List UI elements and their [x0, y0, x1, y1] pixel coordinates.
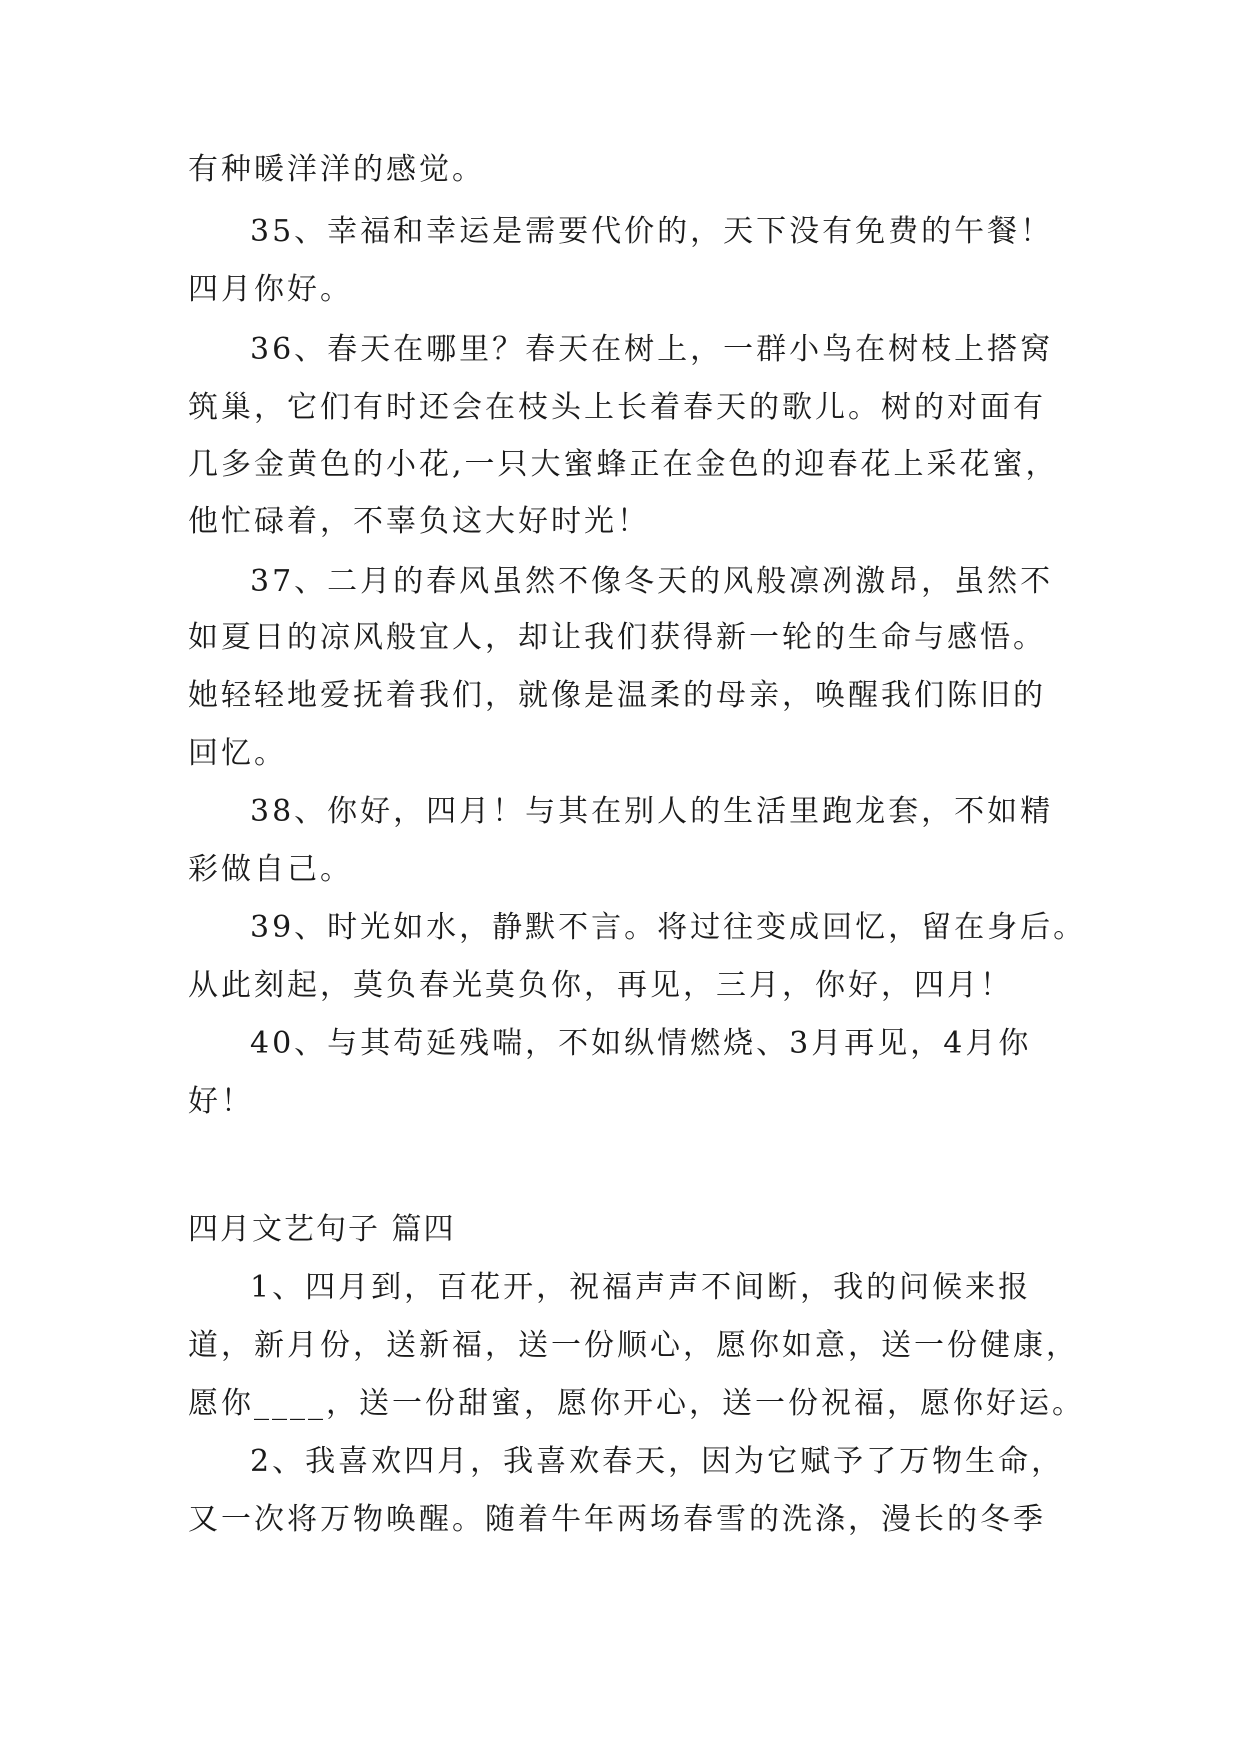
item-2-line-1: 2、我喜欢四月，我喜欢春天，因为它赋予了万物生命， [250, 1444, 1065, 1479]
item-2-line-2: 又一次将万物唤醒。随着牛年两场春雪的洗涤，漫长的冬季 [188, 1502, 1046, 1537]
item-36-line-2: 筑巢，它们有时还会在枝头上长着春天的歌儿。树的对面有 [188, 390, 1046, 425]
item-38-line-2: 彩做自己。 [188, 852, 353, 887]
item-1-line-1: 1、四月到，百花开，祝福声声不间断，我的问候来报 [250, 1270, 1032, 1305]
item-39-line-1: 39、时光如水，静默不言。将过往变成回忆，留在身后。 [250, 910, 1087, 945]
item-39-line-2: 从此刻起，莫负春光莫负你，再见，三月，你好，四月！ [188, 968, 1013, 1003]
item-37-line-2: 如夏日的凉风般宜人，却让我们获得新一轮的生命与感悟。 [188, 620, 1046, 655]
item-40-line-1: 40、与其苟延残喘，不如纵情燃烧、3月再见，4月你 [250, 1026, 1032, 1061]
item-36-line-3: 几多金黄色的小花,一只大蜜蜂正在金色的迎春花上采花蜜， [188, 447, 1059, 482]
item-1-line-3: 愿你____，送一份甜蜜，愿你开心，送一份祝福，愿你好运。 [188, 1386, 1085, 1421]
section-heading: 四月文艺句子 篇四 [188, 1212, 456, 1247]
item-40-line-2: 好！ [188, 1084, 254, 1119]
item-37-line-1: 37、二月的春风虽然不像冬天的风般凛冽激昂，虽然不 [250, 564, 1054, 599]
item-1-line-2: 道，新月份，送新福，送一份顺心，愿你如意，送一份健康， [188, 1328, 1079, 1363]
item-36-line-4: 他忙碌着，不辜负这大好时光！ [188, 504, 650, 539]
item-35-line-1: 35、幸福和幸运是需要代价的，天下没有免费的午餐！ [250, 214, 1054, 249]
item-36-line-1: 36、春天在哪里？春天在树上，一群小鸟在树枝上搭窝 [250, 332, 1054, 367]
item-37-line-3: 她轻轻地爱抚着我们，就像是温柔的母亲，唤醒我们陈旧的 [188, 678, 1046, 713]
item-38-line-1: 38、你好，四月！与其在别人的生活里跑龙套，不如精 [250, 794, 1054, 829]
item-35-line-2: 四月你好。 [188, 272, 353, 307]
item-37-line-4: 回忆。 [188, 736, 287, 771]
text-line: 有种暖洋洋的感觉。 [188, 152, 485, 187]
